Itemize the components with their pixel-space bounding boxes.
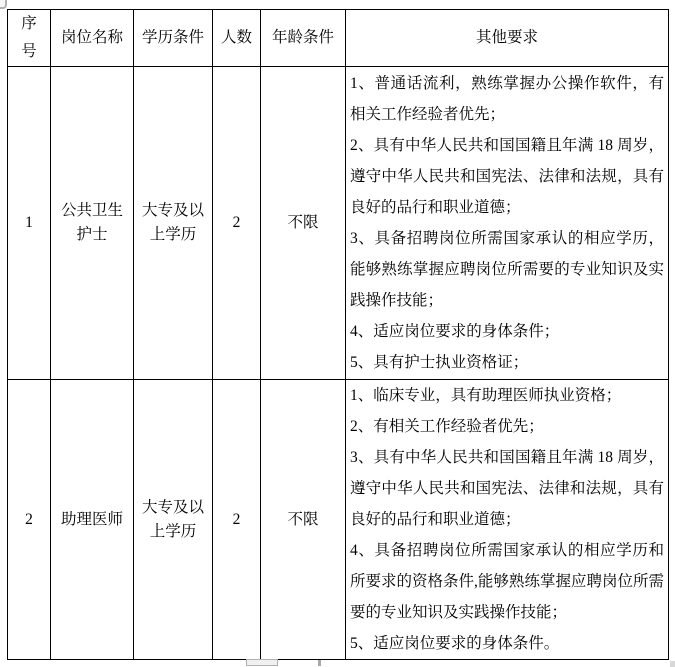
header-other: 其他要求	[346, 10, 669, 67]
cell-position: 公共卫生护士	[51, 67, 134, 380]
cell-education: 大专及以上学历	[134, 380, 213, 660]
requirement-item: 4、适应岗位要求的身体条件；	[350, 323, 560, 340]
cell-count: 2	[213, 380, 261, 660]
requirement-item: 3、具备招聘岗位所需国家承认的相应学历，能够熟练掌握应聘岗位所需要的专业知识及实践操作技能；	[350, 230, 664, 309]
header-education: 学历条件	[134, 10, 213, 67]
scrollbar-artifact	[246, 659, 278, 666]
requirement-item: 5、适应岗位要求的身体条件。	[350, 635, 560, 652]
cell-requirements	[346, 380, 669, 660]
requirement-item: 2、具有中华人民共和国国籍且年满 18 周岁，遵守中华人民共和国宪法、法律和法规，具有良好的品行和职业道德；	[350, 137, 664, 216]
table-row	[8, 380, 669, 660]
header-index-label: 序号	[21, 15, 37, 60]
header-index	[8, 10, 51, 67]
cell-index: 2	[8, 380, 51, 660]
cell-index: 1	[8, 67, 51, 380]
cell-requirements	[346, 67, 669, 380]
requirement-item: 5、具有护士执业资格证；	[350, 354, 529, 371]
cell-education: 大专及以上学历	[134, 67, 213, 380]
requirement-item: 2、有相关工作经验者优先；	[350, 418, 544, 435]
requirement-item: 1、临床专业，具有助理医师执业资格；	[350, 387, 622, 404]
requirement-item: 1、普通话流利，熟练掌握办公操作软件，有相关工作经验者优先；	[350, 75, 664, 123]
cell-position: 助理医师	[51, 380, 134, 660]
requirement-item: 4、具备招聘岗位所需国家承认的相应学历和所要求的资格条件,能够熟练掌握应聘岗位所需要的专业知识及实践操作技能；	[350, 542, 664, 621]
table-header-row	[8, 10, 669, 67]
cell-age: 不限	[261, 380, 346, 660]
corner-artifact-bottom-right	[670, 661, 675, 667]
requirement-item: 3、具有中华人民共和国国籍且年满 18 周岁，遵守中华人民共和国宪法、法律和法规，具有良好的品行和职业道德；	[350, 449, 664, 528]
recruitment-table	[7, 9, 669, 660]
scrollbar-tick-artifact	[318, 660, 321, 666]
header-age: 年龄条件	[261, 10, 346, 67]
cell-age: 不限	[261, 67, 346, 380]
cell-count: 2	[213, 67, 261, 380]
table-row	[8, 67, 669, 380]
header-count: 人数	[213, 10, 261, 67]
header-position: 岗位名称	[51, 10, 134, 67]
corner-artifact	[0, 0, 7, 9]
